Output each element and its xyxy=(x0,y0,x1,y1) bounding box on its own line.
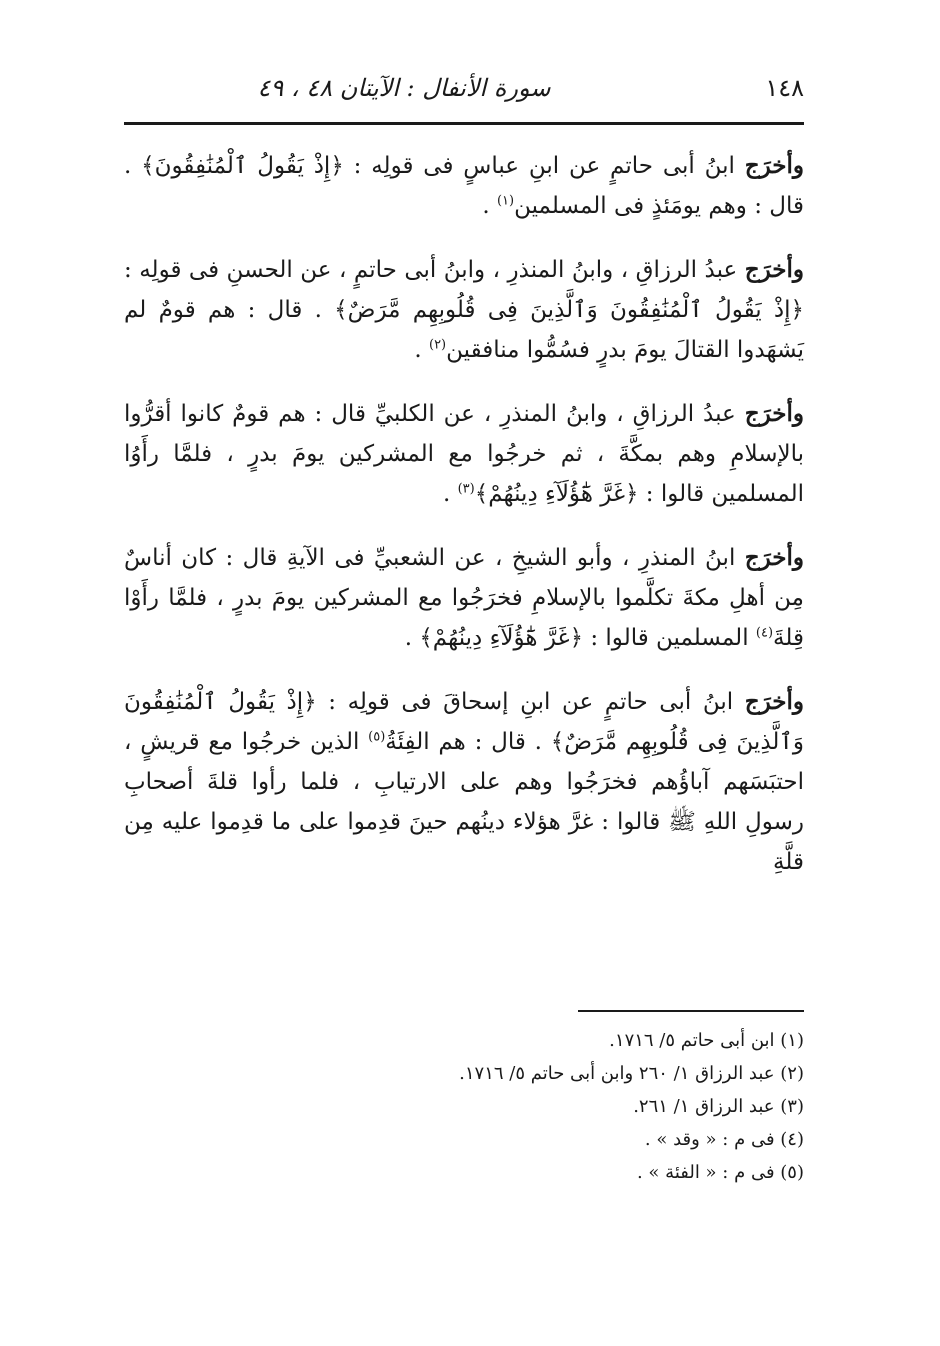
paragraph-text: . قال : هم قومٌ لم يَشهَدوا القتالَ يومَ بدرٍ فسُمُّوا منافقين xyxy=(124,297,804,363)
quran-quote: ﴿غَرَّ هَٰٓؤُلَآءِ دِينُهُمْ﴾ xyxy=(419,625,584,651)
paragraph-1 xyxy=(124,146,804,226)
paragraph-lead: وأخرَج xyxy=(744,688,804,715)
footnote-rule xyxy=(578,1010,804,1012)
footnote-marker: (٢) xyxy=(428,337,447,353)
main-text xyxy=(124,146,804,906)
quran-quote: ﴿إِذْ يَقُولُ ٱلْمُنَٰفِقُونَ وَٱلَّذِينَ فِى قُلُوبِهِم مَّرَضٌ﴾ xyxy=(124,689,804,755)
paragraph-lead: وأخرَج xyxy=(744,152,805,179)
paragraph-text: الذين خرجُوا مع قريشٍ ، احتبَسَهم آباؤُهم فخرَجُوا وهم على الارتيابِ ، فلما رأوا قلةَ أصحابِ رسولِ اللهِ ﷺ قالوا : غرَّ هؤلاء دينُهم حينَ قدِموا على ما قدِموا عليه مِن قلَّةِ xyxy=(124,729,804,875)
paragraph-text: . xyxy=(404,625,420,651)
chapter-title: سورة الأنفال : الآيتان ٤٨ ، ٤٩ xyxy=(257,74,551,102)
paragraph-text: ابنُ أبى حاتمٍ عن ابنِ إسحاقَ فى قولِه : xyxy=(316,689,745,715)
paragraph-text: . xyxy=(414,337,429,363)
paragraph-text: . xyxy=(442,481,458,507)
page-number: ١٤٨ xyxy=(765,74,804,102)
paragraph-text: ابنُ المنذرِ ، وأبو الشيخِ ، عن الشعبيِّ فى الآيةِ قال : كان أناسٌ مِن أهلِ مكةَ تكلَّموا بالإسلامِ فخرَجُوا مع المشركين يومَ بدرٍ ، فلمَّا رأَوْا قِلةَ xyxy=(124,545,804,651)
paragraph-text: عبدُ الرزاقِ ، وابنُ المنذرِ ، عن الكلبيِّ قال : هم قومٌ كانوا أقرُّوا بالإسلامِ وهم بمكَّةَ ، ثم خرجُوا مع المشركين يومَ بدرٍ ، فلمَّا رأَوُا المسلمين قالوا : xyxy=(124,401,804,507)
quran-quote: ﴿غَرَّ هَٰٓؤُلَآءِ دِينُهُمْ﴾ xyxy=(474,481,639,507)
footnote-marker: (١) xyxy=(496,193,515,209)
header-rule xyxy=(124,122,804,125)
paragraph-4 xyxy=(124,538,804,658)
footnote-marker: (٣) xyxy=(457,481,475,497)
paragraph-3 xyxy=(124,394,804,514)
footnote-1: (١) ابن أبى حاتم ٥/ ١٧١٦. xyxy=(609,1030,804,1051)
footnote-marker: (٥) xyxy=(368,729,386,745)
footnotes xyxy=(124,1024,804,1189)
paragraph-lead: وأخرَج xyxy=(744,400,804,427)
paragraph-lead: وأخرَج xyxy=(744,256,804,283)
paragraph-text: المسلمين قالوا : xyxy=(583,625,756,651)
paragraph-5 xyxy=(124,682,804,882)
footnote-2: (٢) عبد الرزاق ١/ ٢٦٠ وابن أبى حاتم ٥/ ١٧١٦. xyxy=(459,1063,804,1084)
paragraph-text: . قال : وهم يومَئذٍ فى المسلمين xyxy=(124,153,804,219)
footnote-3: (٣) عبد الرزاق ١/ ٢٦١. xyxy=(633,1096,804,1117)
paragraph-text: ابنُ أبى حاتمٍ عن ابنِ عباسٍ فى قولِه : xyxy=(343,153,745,179)
paragraph-2 xyxy=(124,250,804,370)
quran-quote: ﴿إِذْ يَقُولُ ٱلْمُنَٰفِقُونَ﴾ xyxy=(141,153,344,179)
paragraph-text: . xyxy=(482,193,497,219)
footnote-4: (٤) فى م : « وقد » . xyxy=(644,1129,804,1150)
footnote-5: (٥) فى م : « الفئة » . xyxy=(636,1162,804,1183)
running-header xyxy=(124,66,804,110)
paragraph-text: عبدُ الرزاقِ ، وابنُ المنذرِ ، وابنُ أبى حاتمٍ ، عن الحسنِ فى قولِه : xyxy=(124,257,745,283)
paragraph-lead: وأخرَج xyxy=(744,544,804,571)
paragraph-text: . قال : هم الفِئَةُ xyxy=(385,729,551,755)
footnote-marker: (٤) xyxy=(755,625,774,641)
quran-quote: ﴿إِذْ يَقُولُ ٱلْمُنَٰفِقُونَ وَٱلَّذِينَ فِى قُلُوبِهِم مَّرَضٌ﴾ xyxy=(334,297,804,323)
